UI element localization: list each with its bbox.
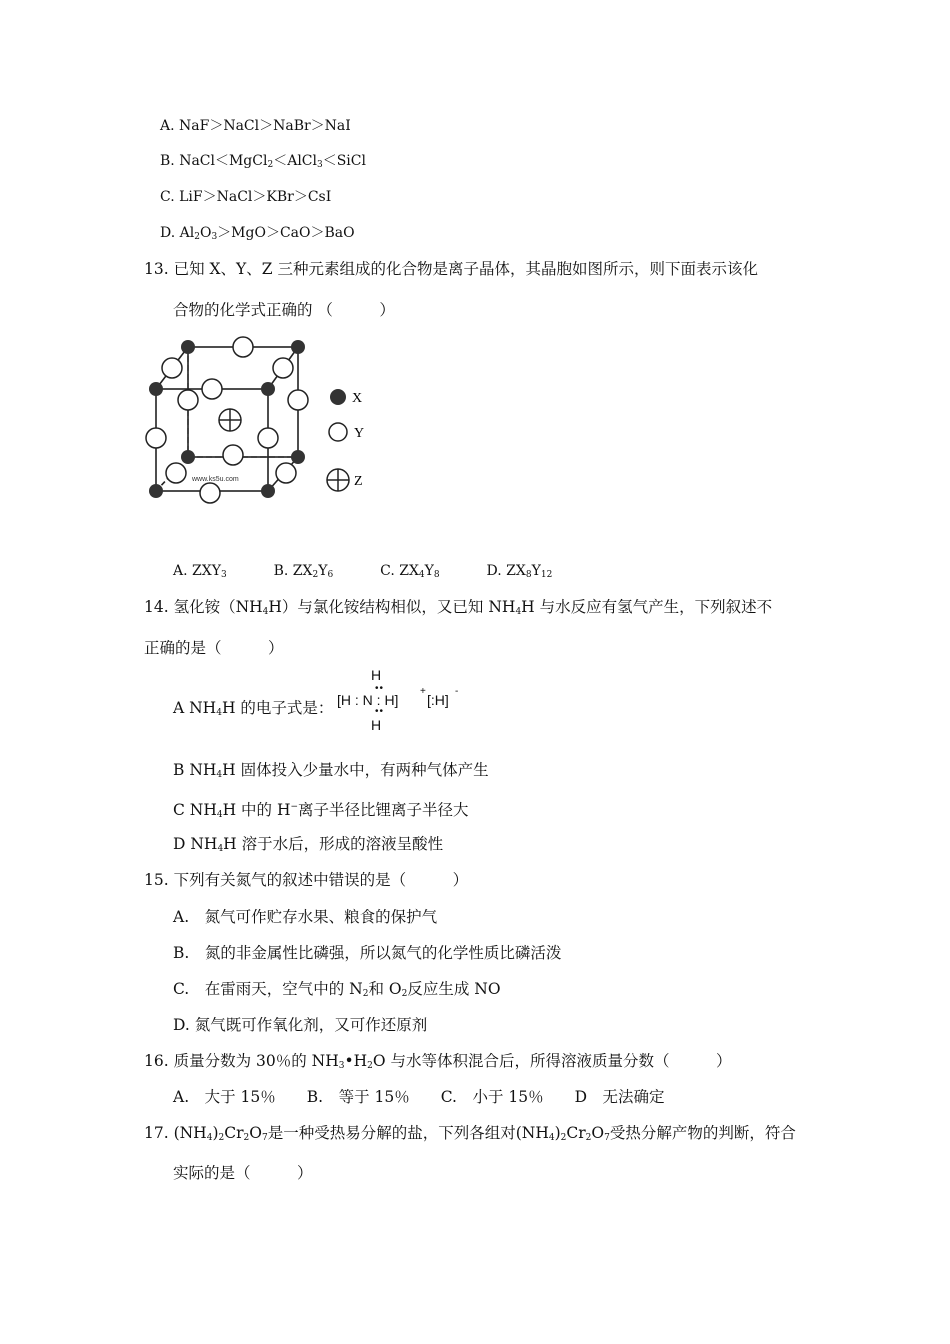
q13-stem-line1: 13. 已知 X、Y、Z 三种元素组成的化合物是离子晶体，其晶胞如图所示，则下面表示该化 (144, 260, 758, 278)
lewis-dots-bottom: •• (375, 706, 385, 717)
lewis-minus: - (455, 686, 459, 697)
q15-option-c: C. 在雷雨天，空气中的 $N_2$和 $O_2$反应生成 NO (173, 980, 501, 999)
q12-option-a: A. NaF＞NaCl＞NaBr＞NaI (160, 118, 351, 134)
q14-stem-line1: 14. 氢化铵$(NH_4H)$与氯化铵结构相似，又已知 $NH_4H$ 与水反应有氢气产生，下列叙述不 (144, 598, 773, 617)
q15-stem: 15. 下列有关氮气的叙述中错误的是（ ） (144, 871, 469, 889)
lewis-bottom-h: H (371, 717, 382, 733)
q12-option-b: B. NaCl＜MgCl$_2$＜AlCl$_3$＜SiCl (160, 153, 366, 170)
legend-z-label: Z (354, 474, 363, 489)
lewis-dots-top: •• (375, 683, 385, 694)
legend-y-label: Y (354, 426, 365, 441)
lewis-top-h: H (371, 667, 382, 683)
q13-stem-line2: 合物的化学式正确的 （ ） (173, 301, 395, 319)
lewis-plus: + (420, 686, 426, 697)
q13-options: A. $ZXY_3$ B. $ZX_2Y_6$ C. $ZX_4Y_8$ D. $ZX_8Y_{12}$ (173, 563, 553, 580)
diagram-watermark: www.ks5u.com (192, 476, 239, 483)
legend-x-label: X (352, 391, 363, 406)
q15-option-a: A. 氮气可作贮存水果、粮食的保护气 (173, 908, 438, 926)
lewis-cation: [H : N : H] (337, 692, 399, 708)
q15-option-d: D. 氮气既可作氧化剂，又可作还原剂 (173, 1016, 428, 1034)
z-atom (219, 409, 241, 431)
q16-stem: 16. 质量分数为 30％的 $NH_3•H_2O$ 与水等体积混合后，所得溶液质量分数（ ） (144, 1052, 732, 1071)
lewis-anion: [:H] (427, 692, 449, 708)
q17-stem-line1: 17. $(NH_4)_2Cr_2O_7$是一种受热易分解的盐，下列各组对$(NH_4)_2Cr_2O_7$受热分解产物的判断，符合 (144, 1124, 796, 1143)
q12-option-d: D. $Al_2O_3>MgO>CaO>BaO$ (160, 225, 355, 242)
q14-option-b: B $NH_4H$ 固体投入少量水中，有两种气体产生 (173, 761, 489, 780)
crystal-cell-diagram (140, 335, 380, 510)
q15-option-b: B. 氮的非金属性比磷强，所以氮气的化学性质比磷活泼 (173, 944, 562, 962)
q12-option-c: C. LiF＞NaCl＞KBr＞CsI (160, 189, 332, 205)
q14-option-d: D $NH_4H$ 溶于水后，形成的溶液呈酸性 (173, 835, 444, 854)
q14-stem-line2: 正确的是（ ） (144, 639, 284, 657)
q17-stem-line2: 实际的是（ ） (173, 1164, 313, 1182)
q14-option-a: A $NH_4H$ 的电子式是： (173, 699, 334, 718)
q14-option-c: C $NH_4H$ 中的 H−离子半径比锂离子半径大 (173, 801, 469, 821)
q16-options: A. 大于 15％ B. 等于 15％ C. 小于 15％ D 无法确定 (173, 1088, 665, 1106)
